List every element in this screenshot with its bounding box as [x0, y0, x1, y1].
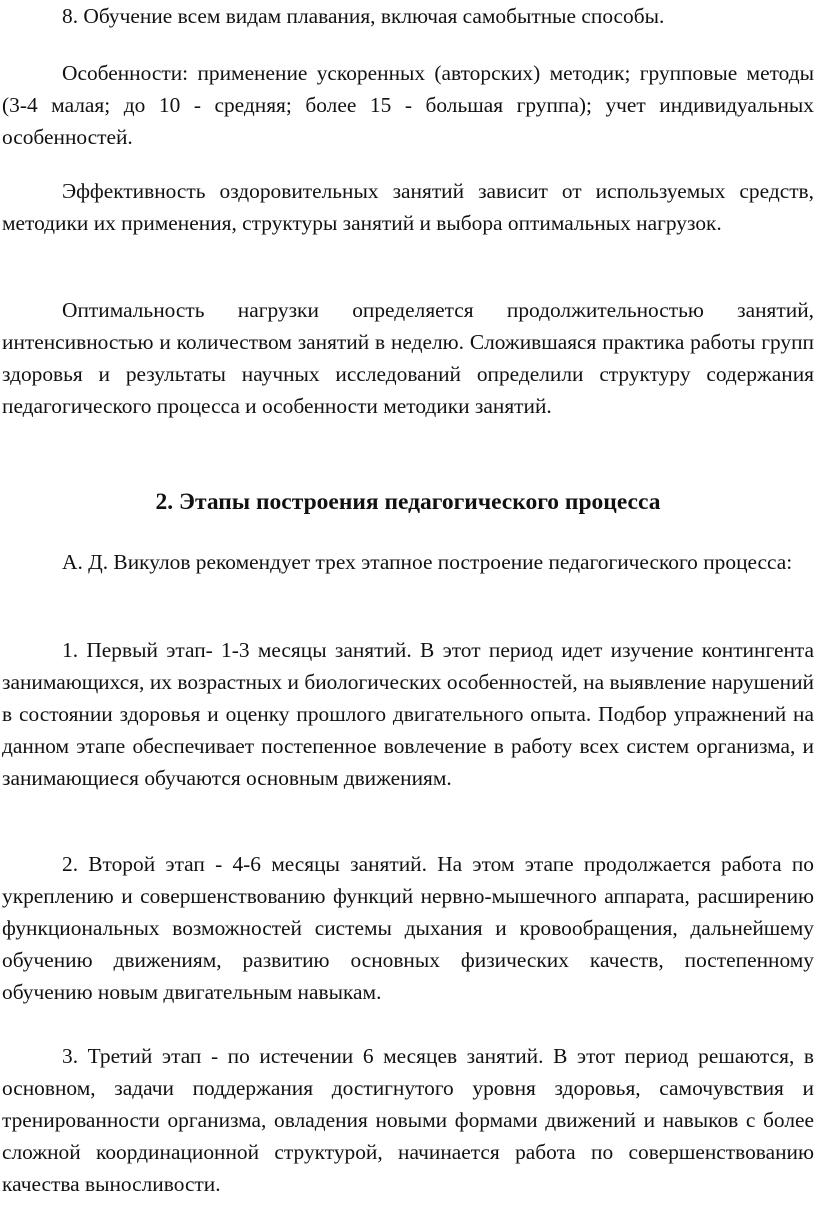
paragraph-features: Особенности: применение ускоренных (авторских) методик; групповые методы (3-4 малая; до 10 - средняя; более 15 - большая группа); учет индивидуальных особенностей. [2, 61, 814, 149]
paragraph-swimming-item: 8. Обучение всем видам плавания, включая самобытные способы. [62, 4, 665, 28]
paragraph-stage-one: 1. Первый этап- 1-3 месяцы занятий. В этот период идет изучение контингента занимающихся, их возрастных и биологических особенностей, на выявление нарушений в состоянии здоровья и оценку прошлого двигательного опыта. Подбор упражнений на данном этапе обеспечивает постепенное вовлечение в работу всех систем организма, и занимающиеся обучаются основным движениям. [2, 638, 814, 790]
paragraph-optimal-load: Оптимальность нагрузки определяется продолжительностью занятий, интенсивностью и количеством занятий в неделю. Сложившаяся практика работы групп здоровья и результаты научных исследований определили структуру содержания педагогического процесса и особенности методики занятий. [2, 298, 814, 418]
paragraph-vikulov: А. Д. Викулов рекомендует трех этапное построение педагогического процесса: [62, 550, 793, 574]
paragraph-effectiveness: Эффективность оздоровительных занятий зависит от используемых средств, методики их применения, структуры занятий и выбора оптимальных нагрузок. [2, 179, 814, 235]
paragraph-stage-two: 2. Второй этап - 4-6 месяцы занятий. На этом этапе продолжается работа по укреплению и совершенствованию функций нервно-мышечного аппарата, расширению функциональных возможностей системы дыхания и кровообращения, дальнейшему обучению движениям, развитию основных физических качеств, постепенному обучению новым двигательным навыкам. [2, 852, 814, 1004]
section-heading: 2. Этапы построения педагогического процесса [155, 489, 661, 515]
paragraph-stage-three: 3. Третий этап - по истечении 6 месяцев занятий. В этот период решаются, в основном, задачи поддержания достигнутого уровня здоровья, самочувствия и тренированности организма, овладения новыми формами движений и навыков с более сложной координационной структурой, начинается работа по совершенствованию качества выносливости. [2, 1044, 814, 1196]
